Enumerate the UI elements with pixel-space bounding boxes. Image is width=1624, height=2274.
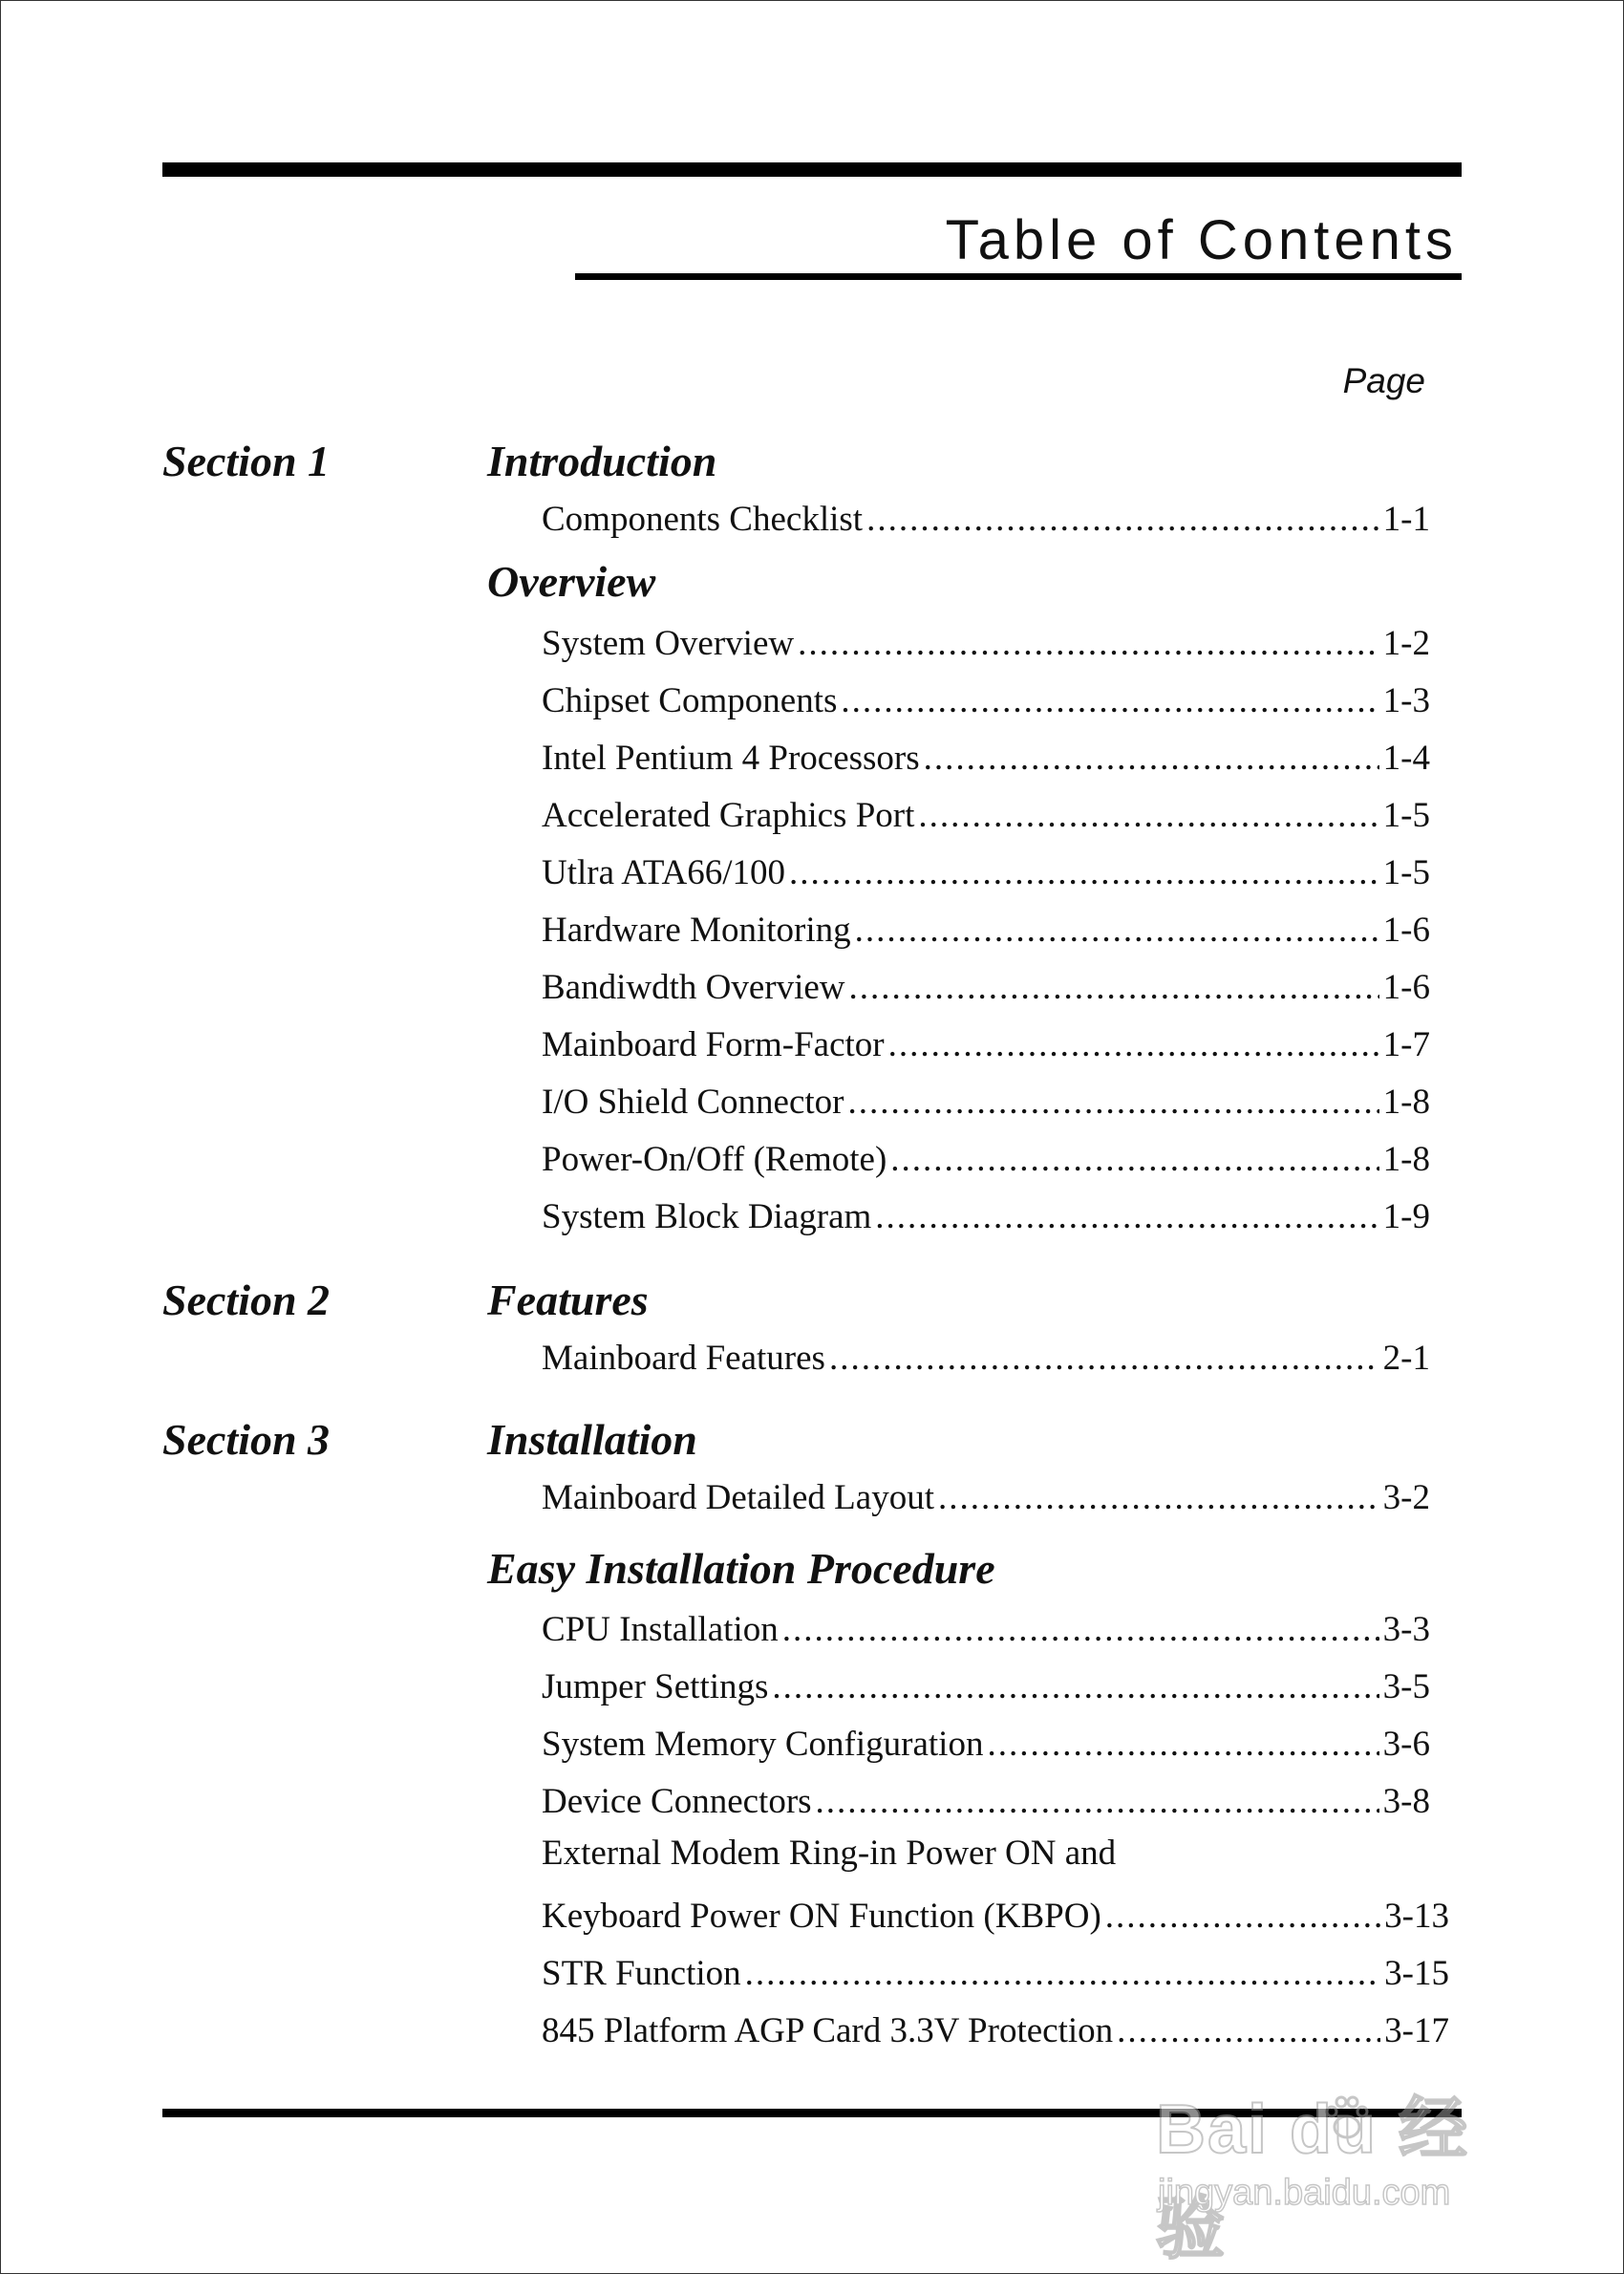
toc-entry-page: 1-7: [1382, 1025, 1430, 1064]
toc-entry-page: 1-6: [1382, 911, 1430, 950]
toc-entry: [542, 1190, 1430, 1237]
toc-entry-page: 3-15: [1384, 1954, 1449, 1993]
dot-leader: [1117, 2010, 1380, 2051]
dot-leader: [924, 738, 1379, 779]
toc-entry: [542, 674, 1430, 721]
toc-entry-page: 1-9: [1382, 1197, 1430, 1236]
toc-entry: [542, 788, 1430, 836]
dot-leader: [782, 1609, 1379, 1650]
toc-entry-title: CPU Installation: [542, 1610, 779, 1649]
toc-entry-title: Keyboard Power ON Function (KBPO): [542, 1897, 1101, 1936]
toc-entry: [542, 1075, 1430, 1123]
toc-entry-title: Power-On/Off (Remote): [542, 1140, 887, 1179]
toc-entry: [542, 731, 1430, 779]
dot-leader: [841, 680, 1378, 721]
toc-entry: [542, 1946, 1449, 1994]
toc-entry-title: Mainboard Form-Factor: [542, 1025, 885, 1064]
toc-entry: [542, 1889, 1449, 1937]
toc-entry-title: System Memory Configuration: [542, 1725, 984, 1764]
toc-entry-title: Components Checklist: [542, 500, 864, 539]
section-1-label: Section 1: [162, 437, 331, 485]
toc-entry-page: 1-5: [1382, 796, 1430, 835]
toc-entry-page: 3-6: [1382, 1725, 1430, 1764]
toc-entry-page: 3-17: [1384, 2011, 1449, 2050]
section-3-label: Section 3: [162, 1415, 331, 1464]
toc-entry-title: Mainboard Detailed Layout: [542, 1478, 934, 1517]
easy-installation-heading: Easy Installation Procedure: [487, 1544, 995, 1593]
dot-leader: [866, 499, 1379, 540]
watermark-site: jingyan.baidu.com: [1158, 2173, 1451, 2213]
paw-icon: [1320, 2092, 1374, 2146]
toc-entry-title: System Block Diagram: [542, 1197, 872, 1236]
toc-entry: [542, 960, 1430, 1008]
dot-leader: [875, 1196, 1378, 1237]
toc-entry-title: Hardware Monitoring: [542, 911, 851, 950]
page-title: Table of Contents: [945, 209, 1458, 271]
toc-entry: [542, 1331, 1430, 1379]
dot-leader: [938, 1477, 1379, 1518]
toc-entry: [542, 1470, 1430, 1518]
section-2-label: Section 2: [162, 1276, 331, 1324]
dot-leader: [855, 910, 1379, 951]
top-rule: [162, 162, 1462, 177]
dot-leader: [849, 967, 1379, 1008]
toc-entry-title: Bandiwdth Overview: [542, 968, 845, 1007]
dot-leader: [987, 1724, 1378, 1765]
toc-entry-page: 1-1: [1382, 500, 1430, 539]
dot-leader: [798, 623, 1379, 664]
dot-leader: [1105, 1896, 1380, 1937]
toc-entry-page: 1-2: [1382, 624, 1430, 663]
toc-entry-title: Accelerated Graphics Port: [542, 796, 915, 835]
toc-entry-title: Mainboard Features: [542, 1339, 825, 1378]
toc-entry-page: 3-3: [1382, 1610, 1430, 1649]
toc-entry: [542, 616, 1430, 664]
toc-entry-page: 3-8: [1382, 1782, 1430, 1821]
toc-entry-page: 1-5: [1382, 853, 1430, 892]
toc-entry-page: 3-13: [1384, 1897, 1449, 1936]
dot-leader: [745, 1953, 1381, 1994]
toc-entry-page: 2-1: [1382, 1339, 1430, 1378]
dot-leader: [848, 1082, 1379, 1123]
section-2-heading: Features: [487, 1276, 649, 1324]
title-underline: [575, 273, 1462, 280]
toc-entry: [542, 1018, 1430, 1065]
dot-leader: [789, 852, 1379, 893]
watermark-logo-text: Bai du 经验: [1156, 2092, 1470, 2267]
toc-entry: [542, 492, 1430, 540]
toc-entry-page: 1-4: [1382, 739, 1430, 778]
dot-leader: [918, 795, 1378, 836]
section-1-heading: Introduction: [487, 437, 717, 485]
toc-entry-title: System Overview: [542, 624, 795, 663]
baidu-watermark: [1156, 2073, 1538, 2267]
overview-heading: Overview: [487, 557, 656, 606]
toc-entry: [542, 1717, 1430, 1765]
toc-entry-title: Chipset Components: [542, 681, 838, 720]
dot-leader: [890, 1139, 1378, 1180]
toc-entry-page: 1-8: [1382, 1083, 1430, 1122]
toc-entry-title: Utlra ATA66/100: [542, 853, 785, 892]
toc-entry: [542, 1132, 1430, 1180]
toc-entry-page: 3-5: [1382, 1667, 1430, 1706]
toc-entry-page: 3-2: [1382, 1478, 1430, 1517]
toc-entry-title: STR Function: [542, 1954, 741, 1993]
dot-leader: [829, 1338, 1379, 1379]
toc-entry-title: Intel Pentium 4 Processors: [542, 739, 920, 778]
toc-entry-title: I/O Shield Connector: [542, 1083, 844, 1122]
toc-entry-title: Jumper Settings: [542, 1667, 769, 1706]
toc-entry: [542, 1774, 1430, 1822]
section-3-heading: Installation: [487, 1415, 697, 1464]
dot-leader: [888, 1024, 1379, 1065]
dot-leader: [772, 1666, 1378, 1707]
toc-entry-title: Device Connectors: [542, 1782, 812, 1821]
dot-leader: [816, 1781, 1379, 1822]
toc-entry: [542, 2004, 1449, 2051]
toc-entry-page: 1-3: [1382, 681, 1430, 720]
page-column-header: Page: [1342, 361, 1425, 400]
toc-entry-title: 845 Platform AGP Card 3.3V Protection: [542, 2011, 1114, 2050]
toc-entry-page: 1-8: [1382, 1140, 1430, 1179]
toc-entry: [542, 846, 1430, 893]
toc-entry-page: 1-6: [1382, 968, 1430, 1007]
toc-entry-title: External Modem Ring-in Power ON and: [542, 1834, 1117, 1873]
toc-entry: [542, 903, 1430, 951]
toc-entry: [542, 1602, 1430, 1650]
toc-entry: [542, 1660, 1430, 1707]
